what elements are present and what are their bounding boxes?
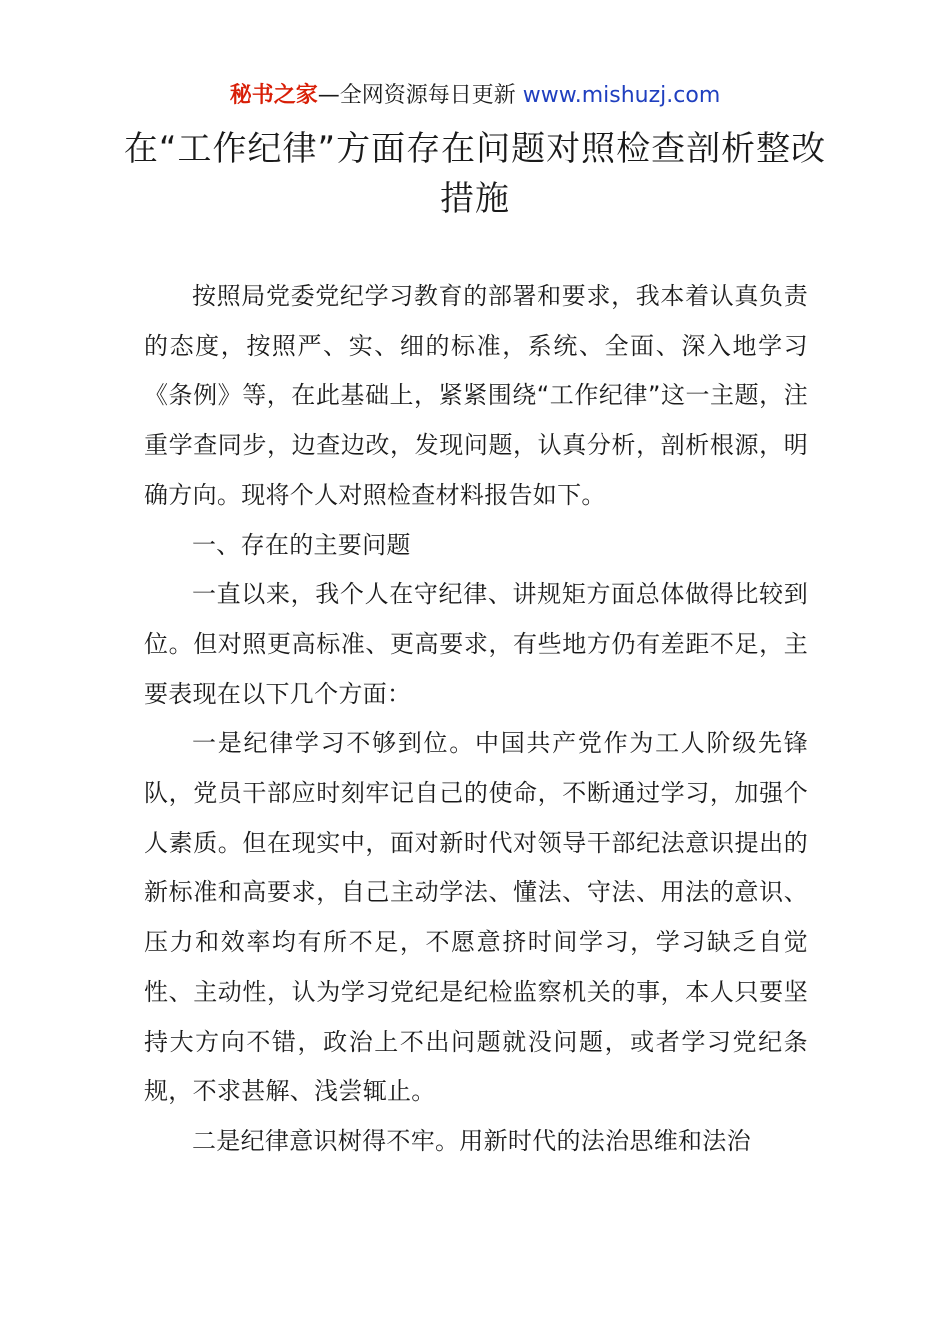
document-header bbox=[0, 80, 950, 112]
brand-name: 秘书之家 bbox=[229, 83, 318, 108]
paragraph-overview: 一直以来，我个人在守纪律、讲规矩方面总体做得比较到位。但对照更高标准、更高要求，有些地方仍有差距不足，主要表现在以下几个方面： bbox=[144, 580, 808, 708]
document-title: 在“工作纪律”方面存在问题对照检查剖析整改措施 bbox=[123, 129, 827, 219]
section-heading: 一、存在的主要问题 bbox=[192, 530, 411, 559]
website-link[interactable]: www.mishuzj.com bbox=[522, 83, 721, 108]
document-body bbox=[144, 272, 808, 1167]
paragraph-intro: 按照局党委党纪学习教育的部署和要求，我本着认真负责的态度，按照严、实、细的标准，系统、全面、深入地学习《条例》等，在此基础上，紧紧围绕“工作纪律”这一主题，注重学查同步，边查边改，发现问题，认真分析，剖析根源，明确方向。现将个人对照检查材料报告如下。 bbox=[144, 282, 808, 509]
paragraph-point-one: 一是纪律学习不够到位。中国共产党作为工人阶级先锋队，党员干部应时刻牢记自己的使命，不断通过学习，加强个人素质。但在现实中，面对新时代对领导干部纪法意识提出的新标准和高要求，自己主动学法、懂法、守法、用法的意识、压力和效率均有所不足，不愿意挤时间学习，学习缺乏自觉性、主动性，认为学习党纪是纪检监察机关的事，本人只要坚持大方向不错，政治上不出问题就没问题，或者学习党纪条规，不求甚解、浅尝辄止。 bbox=[144, 729, 808, 1106]
paragraph-point-two: 二是纪律意识树得不牢。用新时代的法治思维和法治 bbox=[192, 1126, 751, 1155]
header-tagline: —全网资源每日更新 bbox=[317, 83, 523, 108]
